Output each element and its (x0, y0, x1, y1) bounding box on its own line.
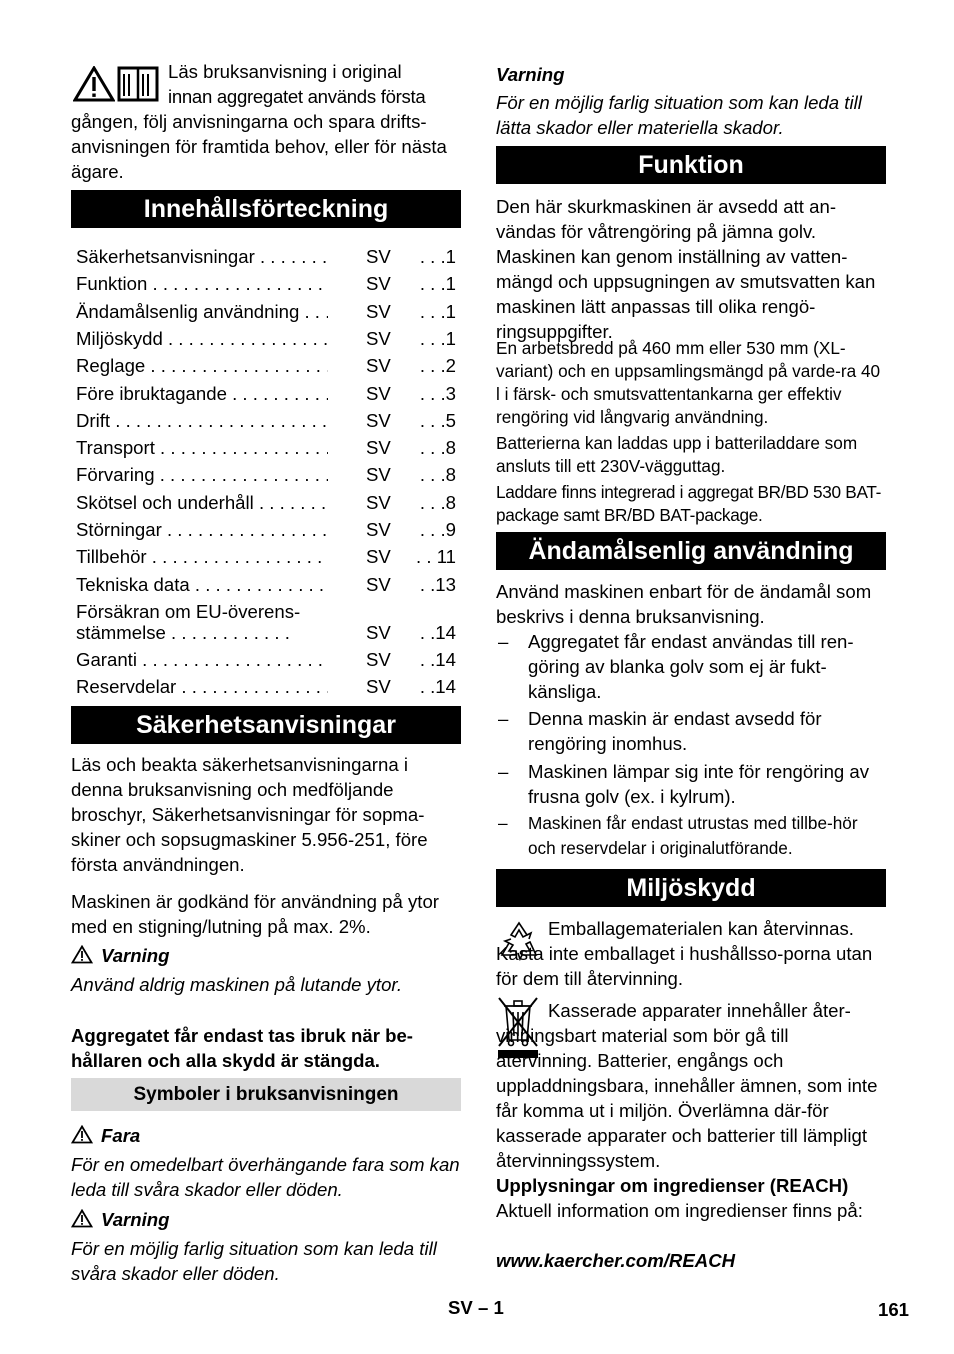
bullet-text: Denna maskin är endast avsedd för rengöring inomhus. (528, 708, 822, 754)
caution-text: För en möjlig farlig situation som kan leda till lätta skador eller materiella skador. (496, 92, 862, 138)
intro-line2: innan aggregatet används första (168, 86, 426, 107)
toc-entry-language: SV (366, 328, 391, 349)
warning-triangle-icon (71, 945, 93, 964)
reach-title: Upplysningar om ingredienser (REACH) (496, 1175, 849, 1196)
reach-text: Aktuell information om ingredienser finns på: (496, 1200, 863, 1221)
toc-entry-language: SV (366, 383, 391, 404)
toc-entry-page: . . .8 (419, 464, 456, 485)
intro-text: gången, följ anvisningarna och spara drifts-anvisningen för framtida behov, eller för nästa ägare. (71, 111, 447, 182)
intended-use-heading: Ändamålsenlig användning (496, 532, 886, 570)
toc-entry-language: SV (366, 546, 391, 567)
toc-entry-page: . . .1 (419, 301, 456, 322)
toc-entry-page: . . .2 (419, 355, 456, 376)
toc-entry-page: . . .1 (419, 273, 456, 294)
warning-label-row (71, 1207, 461, 1232)
toc-entry-label: Försäkran om EU-överens-stämmelse . . . . . . . . . . . . (76, 601, 301, 643)
safety-heading: Säkerhetsanvisningar (71, 706, 461, 744)
footer-language-page: SV – 1 (448, 1297, 504, 1318)
toc-entry-label: Funktion . . . (76, 273, 328, 294)
toc-entry-page: . . .8 (419, 437, 456, 458)
book-icon (117, 66, 159, 102)
bullet-text: Maskinen lämpar sig inte för rengöring av frusna golv (ex. i kylrum). (528, 761, 870, 807)
toc-entry-language: SV (366, 246, 391, 267)
function-paragraph-1: Den här skurkmaskinen är avsedd att an-vändas för våtrengöring på jämna golv. Maskinen kan genom inställning av vatten-mängd och uppsugningen av smutsvatten kan maskinen lätt anpassas till olika rengö-ringsuppgifter. (496, 196, 876, 342)
toc-entry-label: Drift . . . (76, 410, 328, 431)
bullet-text: Aggregatet får endast användas till ren-göring av blanka golv som ej är fukt-känsliga. (528, 631, 854, 702)
function-heading: Funktion (496, 146, 886, 184)
intro-line1: Läs bruksanvisning i original (168, 61, 402, 82)
toc-entry-page: . .13 (419, 574, 456, 595)
toc-entry-language: SV (366, 649, 391, 670)
bullet-dash: – (498, 761, 509, 782)
recycle-text: Emballagematerialen kan återvinnas. Kasta inte emballaget i hushållsso-porna utan för dem till återvinning. (496, 918, 873, 989)
toc-entry-language: SV (366, 301, 391, 322)
toc-entry-language: SV (366, 519, 391, 540)
bullet-dash: – (498, 631, 509, 652)
toc-entry-page: . . .5 (419, 410, 456, 431)
toc-entry-label: Störningar . . . (76, 519, 328, 540)
toc-entry-page: . . .3 (419, 383, 456, 404)
toc-entry-label: Garanti . . . (76, 649, 328, 670)
safety-warning-label-row (71, 943, 461, 968)
toc-entry-label: Miljöskydd . . . (76, 328, 328, 349)
toc-entry-label: Säkerhetsanvisningar . . . (76, 246, 328, 267)
function-paragraph-3: Batterierna kan laddas upp i batteriladdare som ansluts till ett 230V-vägguttag. (496, 433, 858, 476)
bullet-dash: – (498, 708, 509, 729)
toc-entry-label: Förvaring . . . (76, 464, 328, 485)
safety-warning-text: Använd aldrig maskinen på lutande ytor. (71, 974, 403, 995)
danger-text: För en omedelbart överhängande fara som kan leda till svåra skador eller döden. (71, 1154, 460, 1200)
toc-entry-label: Skötsel och underhåll . . . (76, 492, 328, 513)
footer-page-number: 161 (878, 1299, 910, 1320)
toc-entry-language: SV (366, 355, 391, 376)
toc-entry-page: . .14 (419, 622, 456, 643)
bullet-dash: – (498, 813, 508, 833)
danger-label: Fara (101, 1125, 141, 1146)
toc-entry-label: Ändamålsenlig användning . . . (76, 301, 328, 322)
toc-entry-label: Reglage . . . (76, 355, 328, 376)
toc-entry-label: Före ibruktagande . . . (76, 383, 328, 404)
toc-entry-language: SV (366, 273, 391, 294)
function-paragraph-4: Laddare finns integrerad i aggregat BR/BD 530 BAT-package samt BR/BD BAT-package. (496, 482, 882, 525)
toc-entry-language: SV (366, 410, 391, 431)
intro-icons (73, 66, 163, 104)
toc-entry-page: . . 11 (416, 546, 456, 567)
symbols-heading: Symboler i bruksanvisningen (71, 1078, 461, 1111)
bullet-text: Maskinen får endast utrustas med tillbe-hör och reservdelar i originalutförande. (528, 813, 858, 858)
environment-heading: Miljöskydd (496, 869, 886, 907)
toc-entry-label: Reservdelar . . . (76, 676, 328, 697)
warning-triangle-icon (71, 1209, 93, 1228)
toc-entry-language: SV (366, 622, 391, 643)
toc-entry-page: . . .8 (419, 492, 456, 513)
toc-entry-label: Transport . . . (76, 437, 328, 458)
function-paragraph-2: En arbetsbredd på 460 mm eller 530 mm (XL-variant) och en uppsamlingsmängd på varde-ra 40 l i färsk- och smutsvattentankarna ger effektiv rengöring vid långvarig användning. (496, 338, 881, 427)
toc-entry-page: . . .1 (419, 246, 456, 267)
safety-paragraph-2: Maskinen är godkänd för användning på ytor med en stigning/lutning på max. 2%. (71, 891, 439, 937)
disposal-text: Kasserade apparater innehåller åter-vinningsbart material som bör gå till återvinning. Batterier, engångs och uppladdningsbara, innehåller ämnen, som inte får komma ut i miljön. Överlämna där-för kasserade apparater och batterier till lämpligt återvinningssystem. (496, 1000, 878, 1171)
toc-entry-language: SV (366, 574, 391, 595)
toc-entry-language: SV (366, 492, 391, 513)
safety-paragraph-1: Läs och beakta säkerhetsanvisningarna i denna bruksanvisning och medföljande broschyr, Säkerhetsanvisningar för sopma-skiner och sopsugmaskiner 5.956-251, före första användningen. (71, 754, 428, 875)
toc-entry-page: . . .1 (419, 328, 456, 349)
toc-entry-page: . .14 (419, 676, 456, 697)
toc-heading: Innehållsförteckning (71, 190, 461, 228)
caution-label: Varning (496, 64, 565, 85)
toc-entry-label: Tillbehör . . . (76, 546, 328, 567)
warning-label: Varning (101, 1209, 170, 1230)
toc-entry-label: Tekniska data . . . (76, 574, 328, 595)
warning-triangle-icon (73, 66, 115, 102)
safety-warning-label: Varning (101, 945, 170, 966)
warning-text: För en möjlig farlig situation som kan leda till svåra skador eller döden. (71, 1238, 437, 1284)
toc-entry-language: SV (366, 676, 391, 697)
warning-triangle-icon (71, 1125, 93, 1144)
toc-entry-language: SV (366, 437, 391, 458)
toc-entry-page: . . .9 (419, 519, 456, 540)
danger-label-row (71, 1123, 461, 1148)
safety-bold-note: Aggregatet får endast tas ibruk när be-hållaren och alla skydd är stängda. (71, 1025, 413, 1071)
toc-entry-language: SV (366, 464, 391, 485)
reach-link[interactable]: www.kaercher.com/REACH (496, 1250, 736, 1271)
intended-use-paragraph: Använd maskinen enbart för de ändamål som beskrivs i denna bruksanvisning. (496, 581, 872, 627)
toc-entry-page: . .14 (419, 649, 456, 670)
